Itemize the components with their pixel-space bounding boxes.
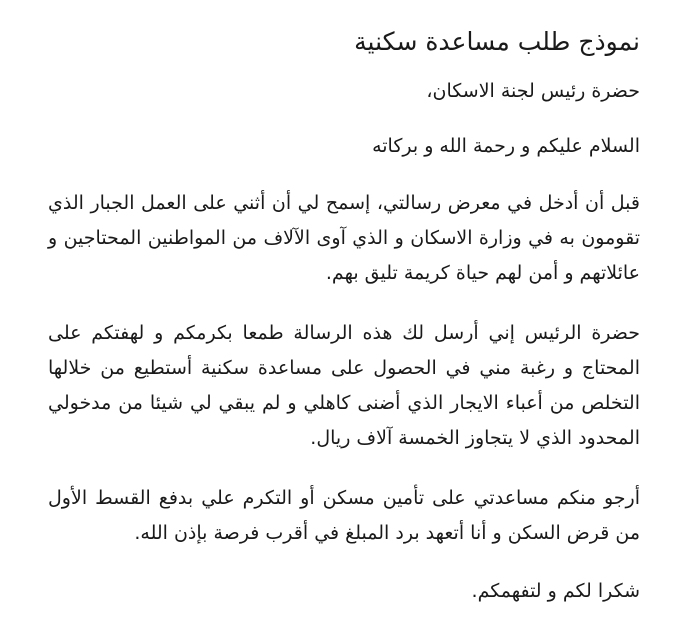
closing-line: شكرا لكم و لتفهمكم.: [471, 580, 640, 602]
body-paragraph-plea: أرجو منكم مساعدتي على تأمين مسكن أو التكرم علي بدفع القسط الأول من قرض السكن و أنا أتعهد برد المبلغ في أقرب فرصة بإذن الله.: [48, 487, 640, 544]
document-title: نموذج طلب مساعدة سكنية: [354, 27, 640, 56]
greeting-line: السلام عليكم و رحمة الله و بركاته: [372, 135, 640, 157]
body-paragraph-request: حضرة الرئيس إني أرسل لك هذه الرسالة طمعا بكرمكم و لهفتكم على المحتاج و رغبة مني في الحصول على مساعدة سكنية أستطيع من خلالها التخلص من أعباء الايجار الذي أضنى كاهلي و لم يبقي لي شيئا من مدخولي المحدود الذي لا يتجاوز الخمسة آلاف ريال.: [48, 322, 640, 449]
addressee-line: حضرة رئيس لجنة الاسكان،: [426, 80, 640, 102]
body-paragraph-intro: قبل أن أدخل في معرض رسالتي، إسمح لي أن أثني على العمل الجبار الذي تقومون به في وزارة الاسكان و الذي آوى الآلاف من المواطنين المحتاجين و عائلاتهم و أمن لهم حياة كريمة تليق بهم.: [48, 192, 640, 284]
